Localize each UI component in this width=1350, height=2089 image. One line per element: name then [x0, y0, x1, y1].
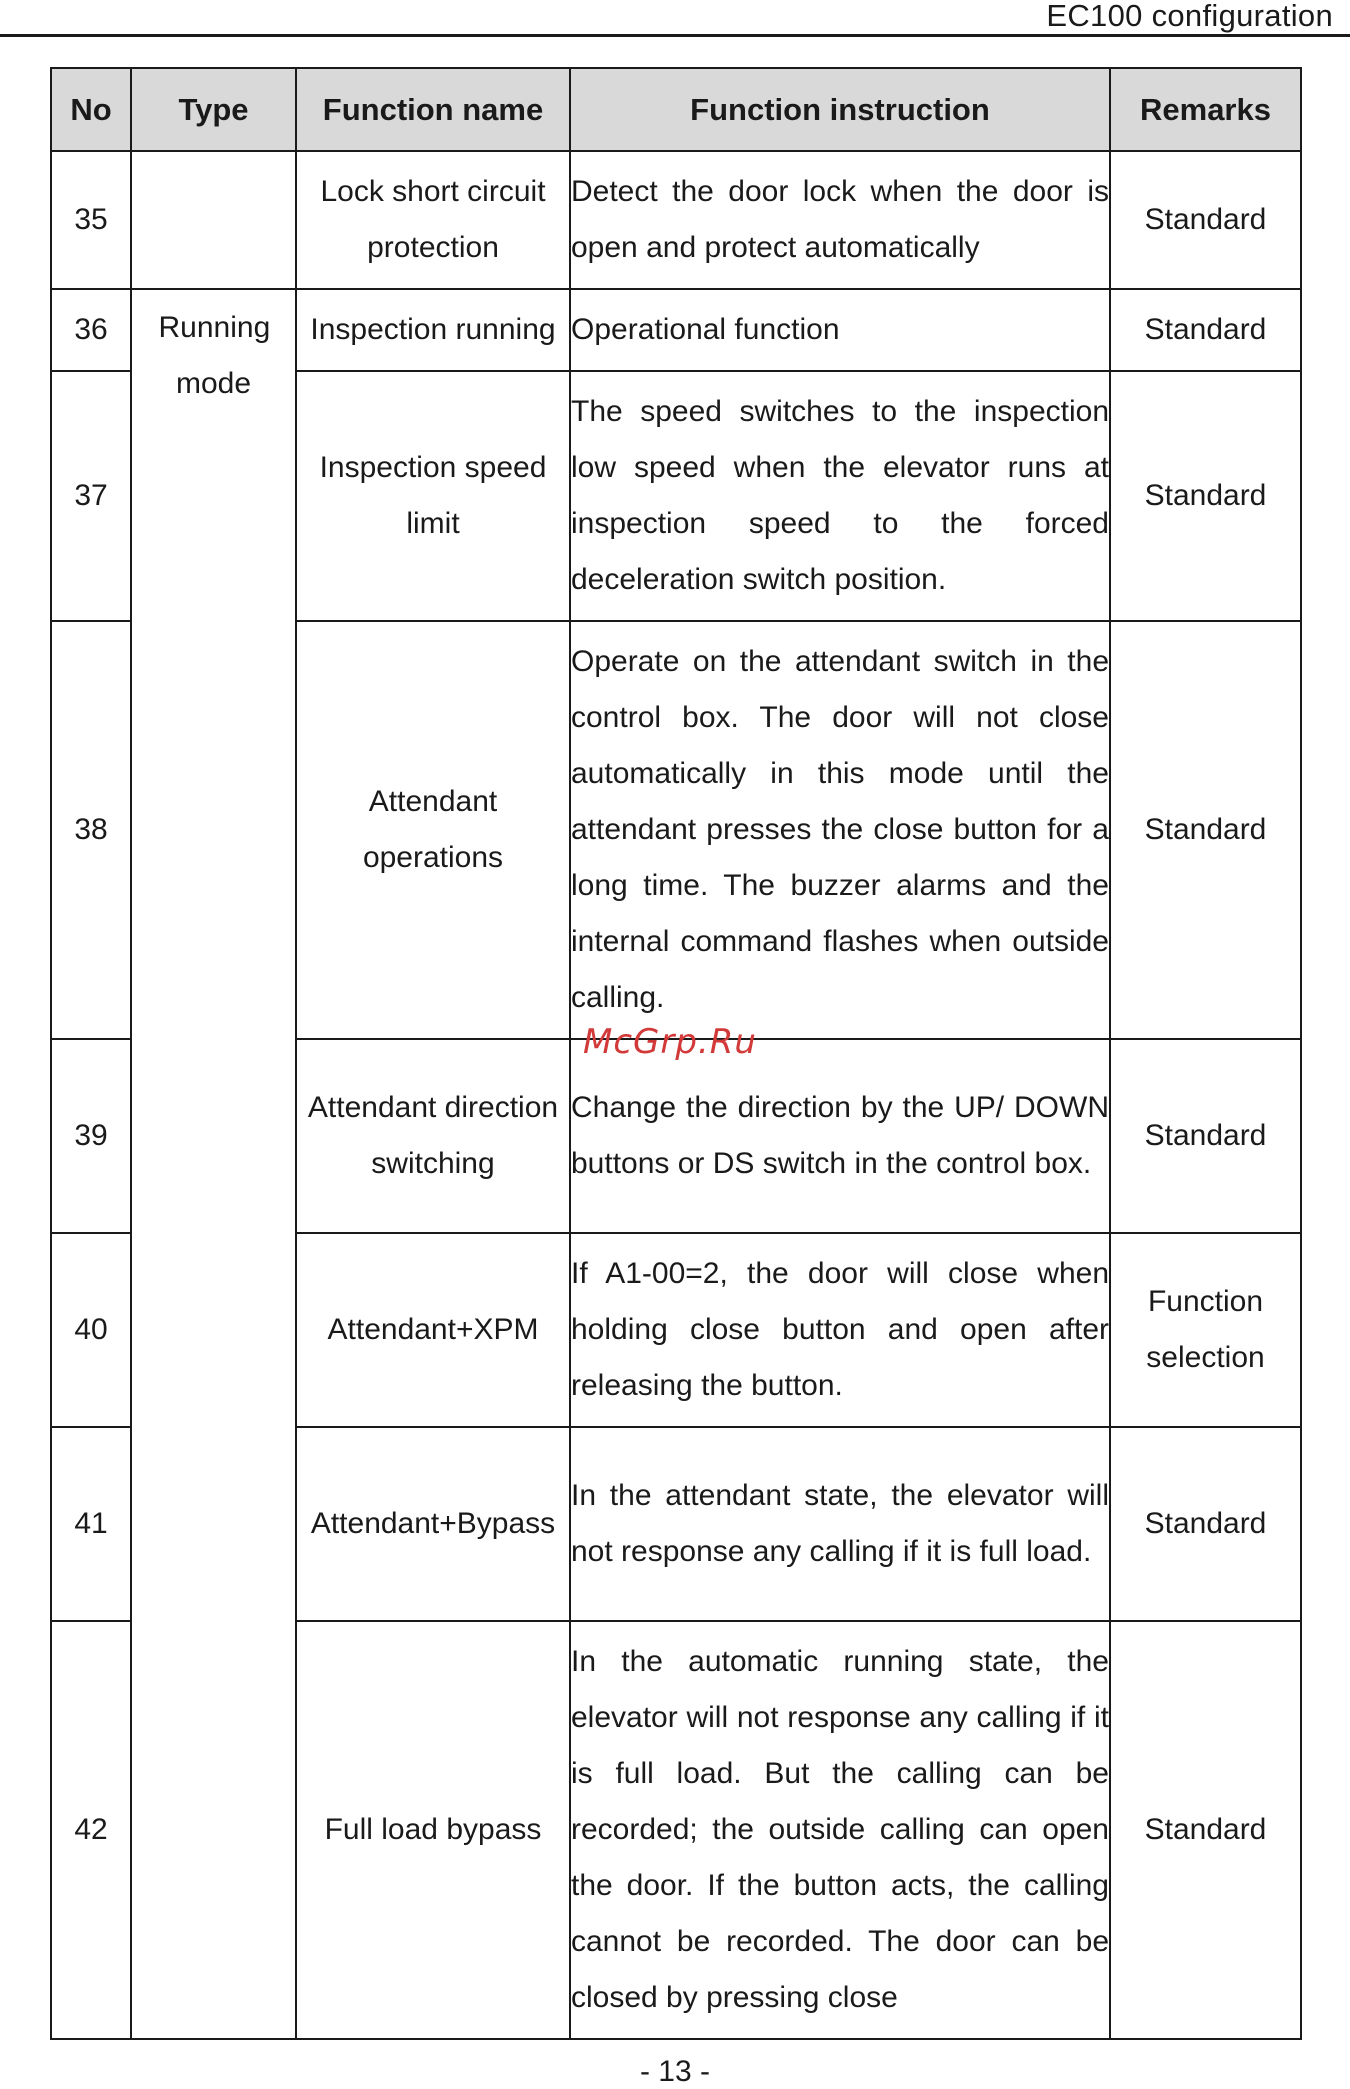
row-number: 39 — [51, 1039, 131, 1233]
type-cell-empty — [131, 151, 296, 289]
function-name: Inspection running — [296, 289, 570, 371]
page-number: - 13 - — [639, 2055, 711, 2088]
page-header-title: EC100 configuration — [1046, 0, 1333, 33]
remarks: Standard — [1110, 1427, 1301, 1621]
column-header-function-instruction: Function instruction — [570, 68, 1110, 151]
watermark: McGrp.Ru — [583, 1022, 757, 1062]
remarks: Standard — [1110, 371, 1301, 621]
column-header-type: Type — [131, 68, 296, 151]
function-instruction: If A1-00=2, the door will close when holding close button and open after releasing the button. — [570, 1233, 1110, 1427]
table-header-row — [51, 68, 1301, 151]
row-number: 42 — [51, 1621, 131, 2039]
row-number: 40 — [51, 1233, 131, 1427]
function-table — [50, 67, 1302, 2040]
function-instruction: Operational function — [570, 289, 1110, 371]
row-number: 41 — [51, 1427, 131, 1621]
table-row — [51, 151, 1301, 289]
function-name: Attendant+XPM — [296, 1233, 570, 1427]
type-label: Running mode — [158, 311, 271, 400]
function-name: Full load bypass — [296, 1621, 570, 2039]
remarks: Standard — [1110, 151, 1301, 289]
column-header-function-name: Function name — [296, 68, 570, 151]
function-instruction: The speed switches to the inspection low speed when the elevator runs at inspection speed to the forced deceleration switch position. — [570, 371, 1110, 621]
row-number: 35 — [51, 151, 131, 289]
remarks — [1110, 1233, 1301, 1427]
function-instruction: Operate on the attendant switch in the control box. The door will not close automatically in this mode until the attendant presses the close button for a long time. The buzzer alarms and the internal command flashes when outside calling. — [570, 621, 1110, 1039]
row-number: 36 — [51, 289, 131, 371]
function-name: Attendant+Bypass — [296, 1427, 570, 1621]
table-row — [51, 289, 1301, 371]
function-name: Attendant direction switching — [296, 1039, 570, 1233]
column-header-no: No — [51, 68, 131, 151]
function-instruction: In the automatic running state, the elevator will not response any calling if it is full load. But the calling can be recorded; the outside calling can open the door. If the button acts, the calling cannot be recorded. The door can be closed by pressing close — [570, 1621, 1110, 2039]
function-name: Lock short circuit protection — [296, 151, 570, 289]
remarks: Standard — [1110, 1039, 1301, 1233]
function-name: Inspection speed limit — [296, 371, 570, 621]
function-name-text: Attendant operations — [362, 785, 504, 874]
function-instruction: Change the direction by the UP/ DOWN buttons or DS switch in the control box. — [570, 1039, 1110, 1233]
row-number: 38 — [51, 621, 131, 1039]
remarks: Standard — [1110, 621, 1301, 1039]
column-header-remarks: Remarks — [1110, 68, 1301, 151]
function-name — [296, 621, 570, 1039]
remarks-text: Function selection — [1146, 1285, 1265, 1374]
remarks: Standard — [1110, 1621, 1301, 2039]
remarks: Standard — [1110, 289, 1301, 371]
row-number: 37 — [51, 371, 131, 621]
header-divider — [0, 34, 1350, 37]
function-instruction: Detect the door lock when the door is open and protect automatically — [570, 151, 1110, 289]
function-instruction: In the attendant state, the elevator will not response any calling if it is full load. — [570, 1427, 1110, 1621]
type-running-mode — [131, 289, 296, 2039]
